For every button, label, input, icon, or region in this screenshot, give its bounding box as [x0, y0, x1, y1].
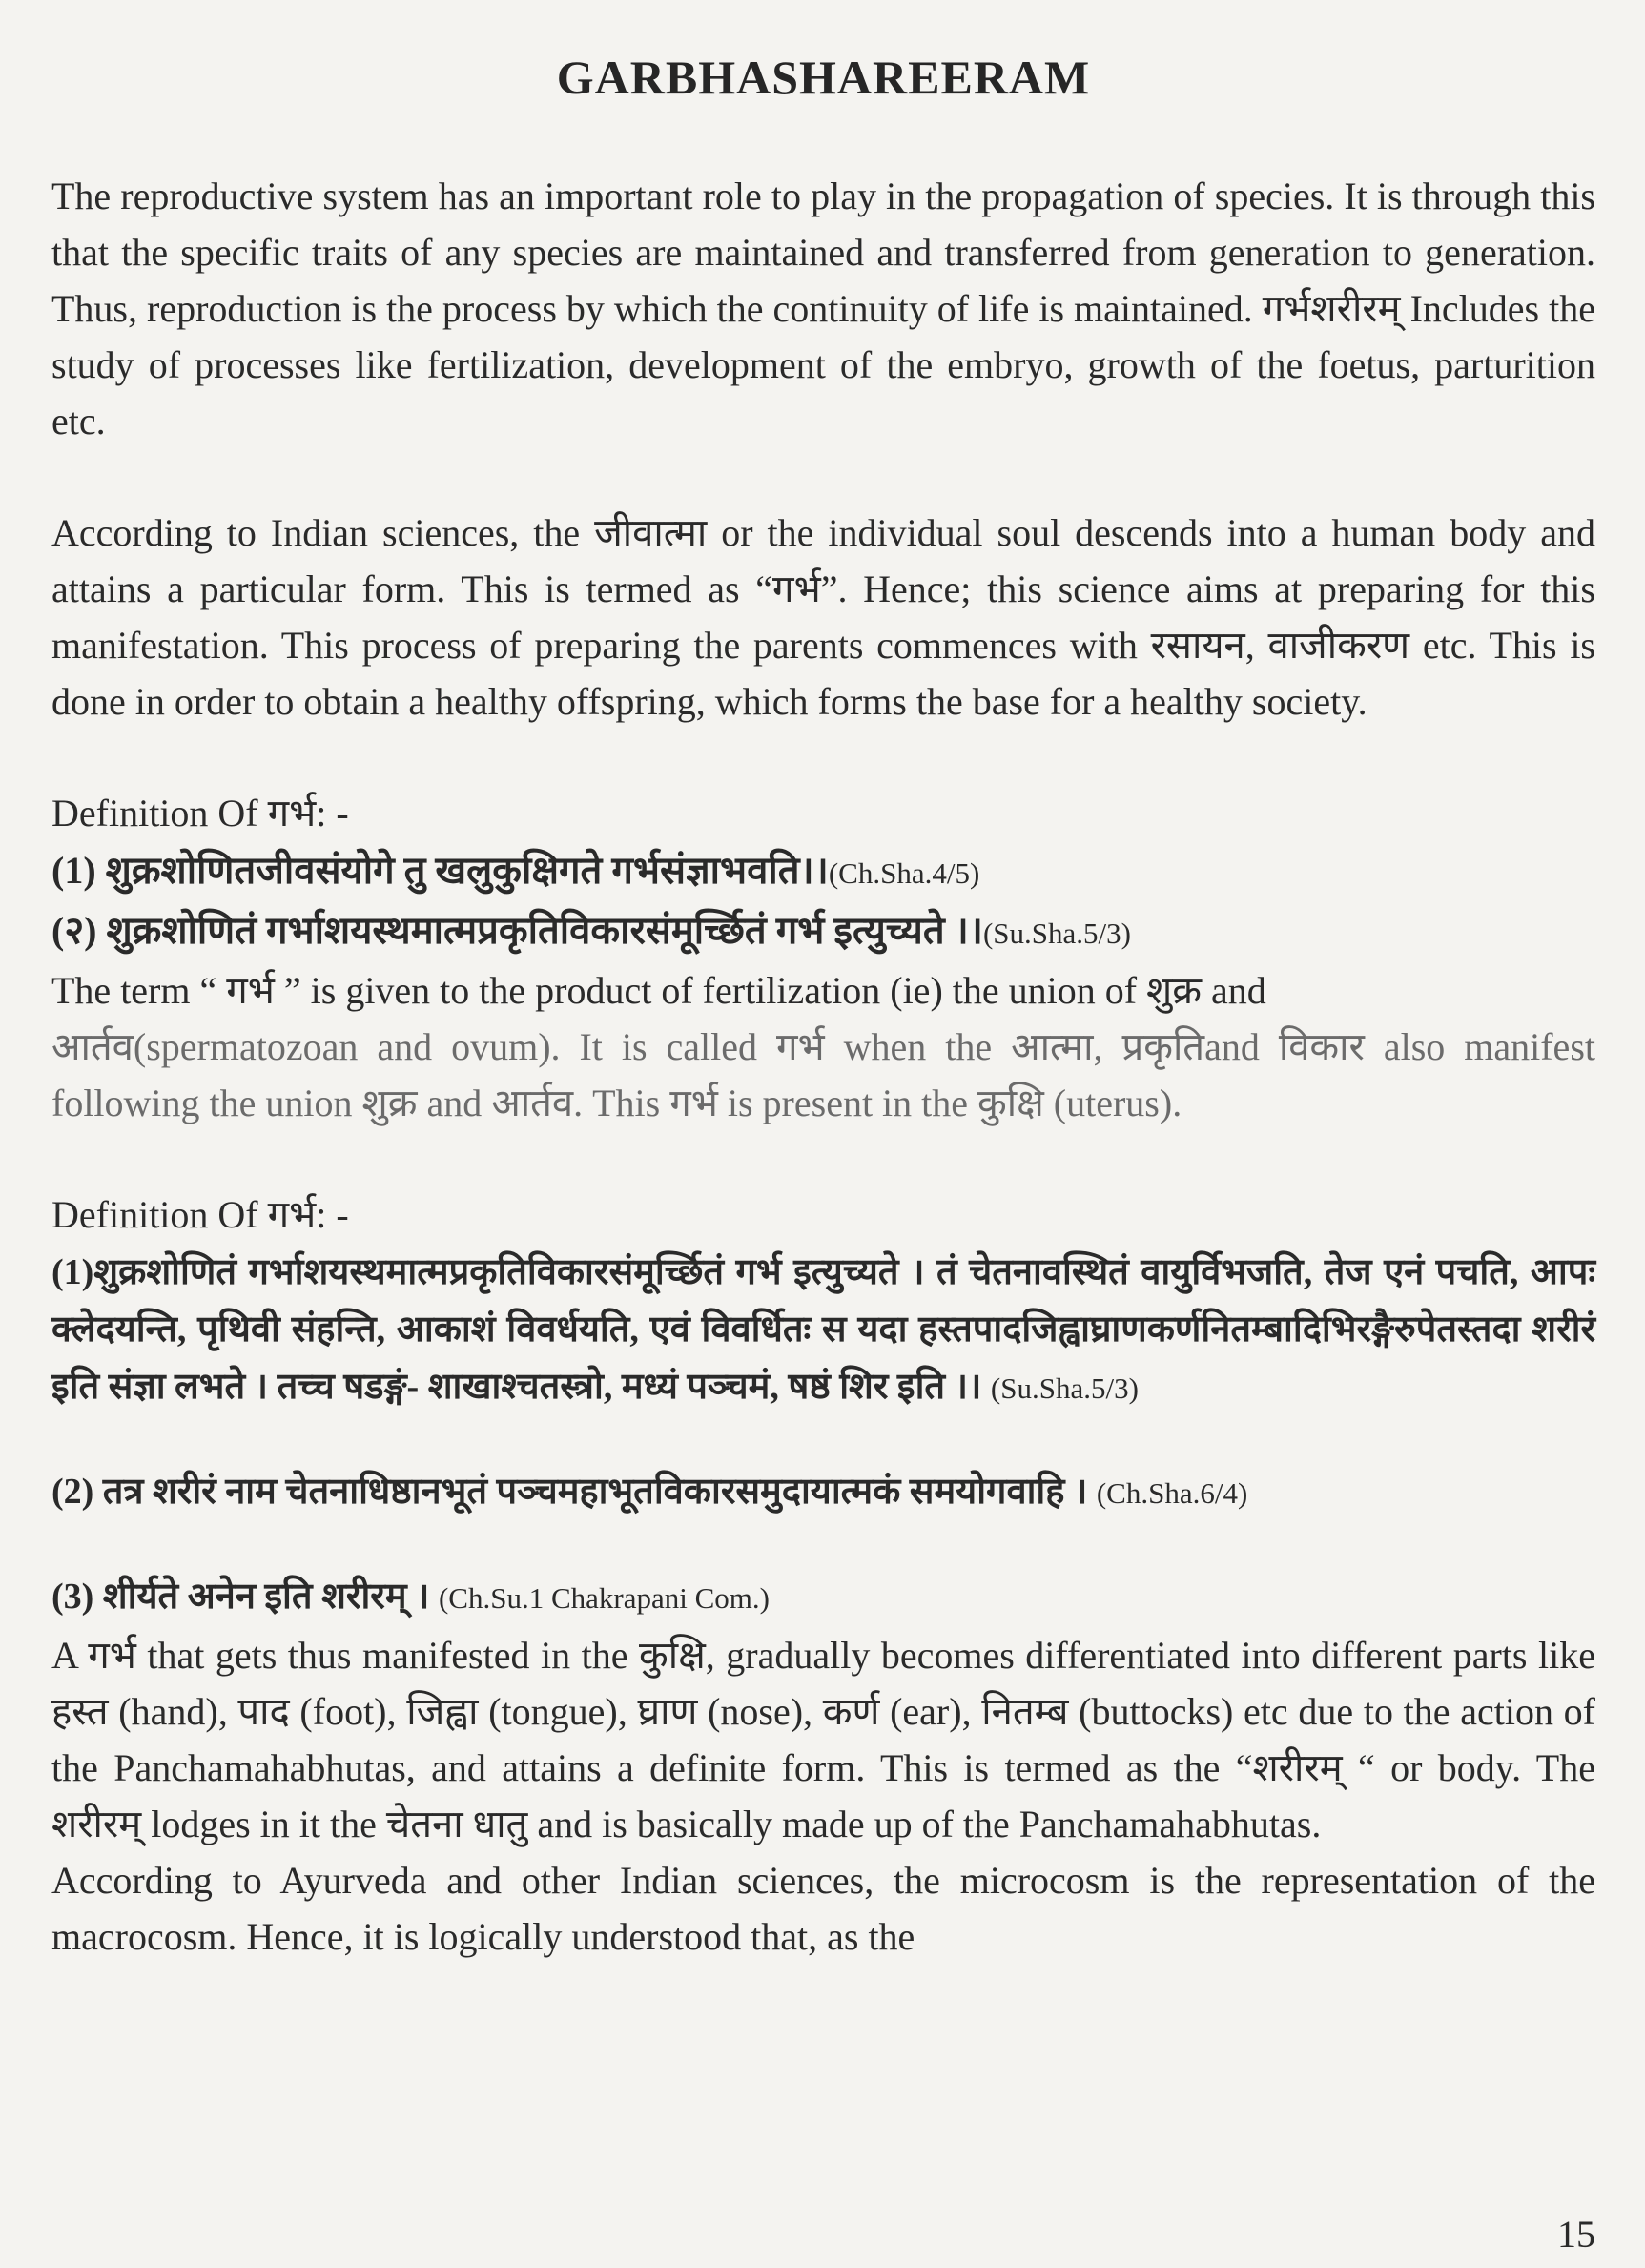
- explanation-paragraph: A गर्भ that gets thus manifested in the कुक्षि, gradually becomes differentiated into different parts like हस्त (hand), पाद (foot), जिह्वा (tongue), घ्राण (nose), कर्ण (ear), नितम्ब (buttocks) etc due to the action of the Panchamahabhutas, and attains a definite form. This is termed as the “शरीरम् “ or body. The शरीरम् lodges in it the चेतना धातु and is basically made up of the Panchamahabhutas.: [51, 1634, 1595, 1845]
- spacer: [51, 1131, 1595, 1186]
- spacer: [51, 730, 1595, 785]
- page-number: 15: [1557, 2213, 1595, 2256]
- verse-line: [51, 1463, 1595, 1522]
- intro-paragraph: The reproductive system has an important role to play in the propagation of species. It is through this that the specific traits of any species are maintained and transferred from generation to generation. Thus, reproduction is the process by which the continuity of life is maintained. गर्भशरीरम् Includes the study of processes like fertilization, development of the embryo, growth of the foetus, parturition etc.: [51, 175, 1595, 443]
- verse-text: (1) शुक्रशोणितजीवसंयोगे तु खलुकुक्षिगते गर्भसंज्ञाभवति।।: [51, 849, 829, 892]
- definition-section-2: [51, 1186, 1595, 1965]
- verse-text: (2) तत्र शरीरं नाम चेतनाधिष्ठानभूतं पञ्चमहाभूतविकारसमुदायात्मकं समयोगवाहि ।: [51, 1472, 1088, 1512]
- verse-reference: (Su.Sha.5/3): [982, 917, 1131, 950]
- section-heading: Definition Of गर्भ: -: [51, 1193, 349, 1236]
- microcosm-paragraph: According to Ayurveda and other Indian sciences, the microcosm is the representation of the macrocosm. Hence, it is logically understood that, as the: [51, 1859, 1595, 1958]
- indian-sciences-paragraph: According to Indian sciences, the जीवात्मा or the individual soul descends into a human body and attains a particular form. This is termed as “गर्भ”. Hence; this science aims at preparing for this manifestation. This process of preparing the parents commences with रसायन, वाजीकरण etc. This is done in order to obtain a healthy offspring, which forms the base for a healthy society.: [51, 511, 1595, 723]
- verse-line: [51, 842, 1595, 902]
- section-heading: Definition Of गर्भ: -: [51, 792, 349, 835]
- page-title: GARBHASHAREERAM: [556, 51, 1091, 104]
- verse-reference: (Ch.Sha.4/5): [828, 856, 980, 890]
- verse-reference: (Su.Sha.5/3): [990, 1371, 1139, 1405]
- explanation-faded-text: आर्तव(spermatozoan and ovum). It is called गर्भ when the आत्मा, प्रकृतिand विकार also manifest following the union शुक्र and आर्तव. This गर्भ is present in the कुक्षि (uterus).: [51, 1025, 1595, 1124]
- spacer: [51, 1417, 1595, 1463]
- verse-line: [51, 1568, 1595, 1627]
- spacer: [51, 1522, 1595, 1568]
- verse-line: [51, 902, 1595, 962]
- verse-text: (1)शुक्रशोणितं गर्भाशयस्थमात्मप्रकृतिविकारसंमूर्च्छितं गर्भ इत्युच्यते । तं चेतनावस्थितं वायुर्विभजति, तेज एनं पचति, आपः क्लेदयन्ति, पृथिवी संहन्ति, आकाशं विवर्धयति, एवं विवर्धितः स यदा हस्तपादजिह्वाघ्राणकर्णनितम्बादिभिरङ्गैरुपेतस्तदा शरीरं इति संज्ञा लभते । तच्च षडङ्गं- शाखाश्चतस्त्रो, मध्यं पञ्चमं, षष्ठं शिर इति ।।: [51, 1252, 1595, 1407]
- explanation-line: The term “ गर्भ ” is given to the product of fertilization (ie) the union of शुक्र and: [51, 969, 1266, 1012]
- verse-text: (२) शुक्रशोणितं गर्भाशयस्थमात्मप्रकृतिविकारसंमूर्च्छितं गर्भ इत्युच्यते ।।: [51, 909, 983, 952]
- definition-section-1: [51, 785, 1595, 1131]
- verse-text: (3) शीर्यते अनेन इति शरीरम् ।: [51, 1577, 430, 1617]
- verse-reference: (Ch.Sha.6/4): [1096, 1476, 1248, 1510]
- spacer: [51, 449, 1595, 505]
- verse-reference: (Ch.Su.1 Chakrapani Com.): [438, 1581, 770, 1615]
- verse-block: [51, 1244, 1595, 1417]
